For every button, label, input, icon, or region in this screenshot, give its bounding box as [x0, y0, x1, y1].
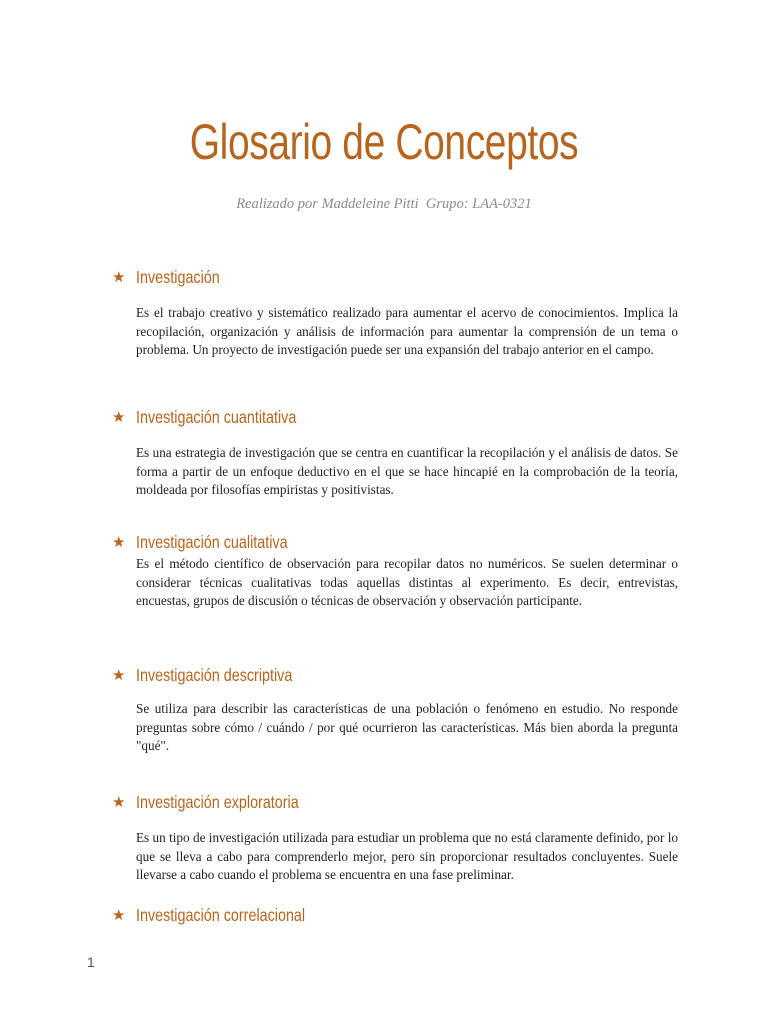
- entry-heading: [112, 529, 678, 555]
- entry-heading-text: Investigación cuantitativa: [136, 406, 297, 427]
- group-line: Grupo: LAA-0321: [425, 196, 532, 212]
- glossary-entry-investigacion-correlacional: [112, 902, 678, 928]
- entry-heading: [112, 902, 678, 928]
- entry-heading-text: Investigación cualitativa: [136, 531, 288, 552]
- star-icon: ★: [112, 533, 126, 551]
- entry-heading-text: Investigación correlacional: [136, 904, 306, 925]
- entry-heading: [112, 404, 678, 430]
- entry-definition: Es el método científico de observación para recopilar datos no numéricos. Se suelen determinar o considerar técnicas cualitativas todas aquellas distintas al experimento. Es decir, entrevistas, encuestas, grupos de discusión o técnicas de observación y observación participante.: [136, 556, 678, 608]
- star-icon: ★: [112, 906, 126, 924]
- glossary-entry-investigacion-descriptiva: [112, 662, 678, 756]
- document-title: Glosario de Conceptos: [189, 114, 579, 170]
- entry-heading-text: Investigación: [136, 266, 220, 287]
- entry-definition: Es una estrategia de investigación que se centra en cuantificar la recopilación y el análisis de datos. Se forma a partir de un enfoque deductivo en el que se hace hincapié en la comprobación de la teoría, moldeada por filosofías empiristas y positivistas.: [136, 445, 678, 497]
- entry-heading-text: Investigación exploratoria: [136, 791, 299, 812]
- star-icon: ★: [112, 666, 126, 684]
- glossary-entry-investigacion-exploratoria: [112, 789, 678, 885]
- glossary-entry-investigacion-cuantitativa: [112, 404, 678, 500]
- entry-heading: [112, 264, 678, 290]
- glossary-entry-investigacion-cualitativa: [112, 529, 678, 611]
- entry-definition: Se utiliza para describir las características de una población o fenómeno en estudio. No responde preguntas sobre cómo / cuándo / por qué ocurrieron las características. Más bien aborda la pregunta "qué".: [136, 701, 678, 753]
- author-line: Realizado por Maddeleine Pitti: [236, 196, 419, 212]
- glossary-entry-investigacion: [112, 264, 678, 360]
- page-number: 1: [87, 954, 95, 970]
- star-icon: ★: [112, 793, 126, 811]
- entry-definition: Es el trabajo creativo y sistemático realizado para aumentar el acervo de conocimientos. Implica la recopilación, organización y análisis de información para aumentar la comprensión de un tema o problema. Un proyecto de investigación puede ser una expansión del trabajo anterior en el campo.: [136, 305, 678, 357]
- entry-heading: [112, 662, 678, 688]
- entry-heading: [112, 789, 678, 815]
- document-subtitle: [0, 196, 768, 213]
- entry-heading-text: Investigación descriptiva: [136, 664, 293, 685]
- entry-definition: Es un tipo de investigación utilizada para estudiar un problema que no está claramente definido, por lo que se lleva a cabo para comprenderlo mejor, pero sin proporcionar resultados concluyentes. Suele llevarse a cabo cuando el problema se encuentra en una fase preliminar.: [136, 830, 678, 882]
- star-icon: ★: [112, 408, 126, 426]
- star-icon: ★: [112, 268, 126, 286]
